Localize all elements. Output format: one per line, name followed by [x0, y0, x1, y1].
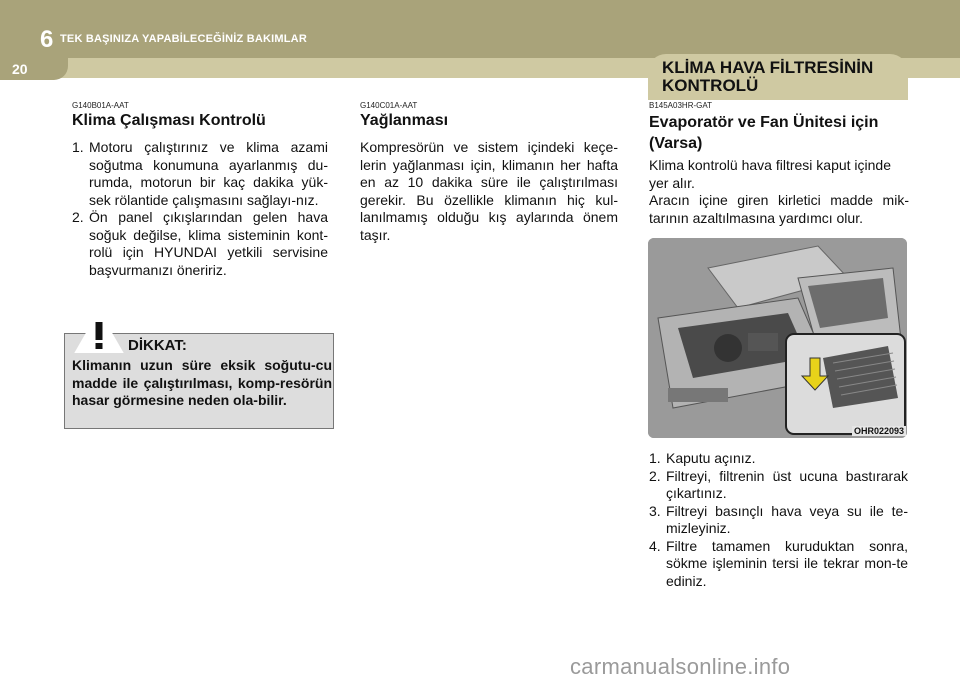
watermark: carmanualsonline.info — [570, 654, 791, 679]
image-code: OHR022093 — [854, 426, 905, 436]
middle-section-heading: Yağlanması — [360, 112, 449, 129]
chapter-title: TEK BAŞINIZA YAPABİLECEĞİNİZ BAKIMLAR — [60, 33, 307, 45]
list-item-number: 2. — [649, 467, 661, 484]
header-band — [0, 0, 960, 58]
list-item — [649, 468, 908, 503]
right-section-code: B145A03HR-GAT — [649, 101, 712, 110]
left-section-heading: Klima Çalışması Kontrolü — [72, 112, 266, 129]
list-item — [72, 209, 328, 279]
list-item-number: 1. — [649, 450, 661, 466]
filter-steps — [649, 450, 908, 590]
list-item — [649, 450, 908, 468]
list-item-text: Ön panel çıkışlarından gelen hava soğuk değilse, klima sisteminin kont-rolü için HYUNDAI yetkili servisine başvurmanızı öneririz. — [89, 209, 328, 278]
filter-location-photo — [648, 238, 907, 438]
list-item-text: Filtreyi, filtrenin üst ucuna bastırarak çıkartınız. — [666, 467, 908, 501]
list-item-text: Motoru çalıştırınız ve klima azami soğutma konumuna ayarlanmış du-rumda, motorun bir kaç dakika yük-sek rölantide çalışmasını sağlayı-nız. — [89, 139, 328, 208]
left-section-code: G140B01A-AAT — [72, 101, 129, 110]
filter-purpose-text: Aracın içine giren kirletici madde mik-tarının azaltılmasına yardımcı olur. — [649, 192, 909, 226]
lubrication-text: Kompresörün ve sistem içindeki keçe-lerin yağlanması için, klimanın her hafta en az 10 dakika süre ile çalıştırılması gerekir. Bu özellikle klimanın hiç kul-lanılmamış olduğu kış aylarında önem taşır. — [360, 139, 618, 243]
list-item-text: Filtreyi basınçlı hava veya su ile te-mizleyiniz. — [666, 502, 908, 536]
right-section-heading: Evaporatör ve Fan Ünitesi için (Varsa) — [649, 114, 879, 152]
page-number-tab — [0, 58, 68, 80]
list-item-text: Kaputu açınız. — [666, 450, 756, 466]
ac-check-steps — [72, 139, 328, 279]
truck-engine-illustration — [648, 238, 907, 438]
list-item-text: Filtre tamamen kuruduktan sonra, sökme işleminin tersi ile tekrar mon-te ediniz. — [666, 537, 908, 589]
list-item-number: 3. — [649, 502, 661, 519]
caution-title: DİKKAT: — [128, 337, 187, 354]
list-item-number: 1. — [72, 139, 84, 155]
list-item — [649, 503, 908, 538]
section-title: KLİMA HAVA FİLTRESİNİN KONTROLÜ — [662, 58, 874, 95]
filter-location-text: Klima kontrolü hava filtresi kaput içinde yer alır. — [649, 157, 892, 191]
caution-text: Klimanın uzun süre eksik soğutu-cu madde ile çalıştırılması, komp-resörün hasar görmesine neden ola-bilir. — [72, 357, 332, 408]
chapter-number: 6 — [40, 26, 54, 53]
list-item — [649, 538, 908, 591]
page-number: 20 — [12, 61, 28, 77]
list-item-number: 4. — [649, 537, 661, 554]
list-item — [72, 139, 328, 209]
list-item-number: 2. — [72, 209, 84, 225]
warning-triangle-icon — [74, 310, 124, 354]
middle-section-code: G140C01A-AAT — [360, 101, 418, 110]
